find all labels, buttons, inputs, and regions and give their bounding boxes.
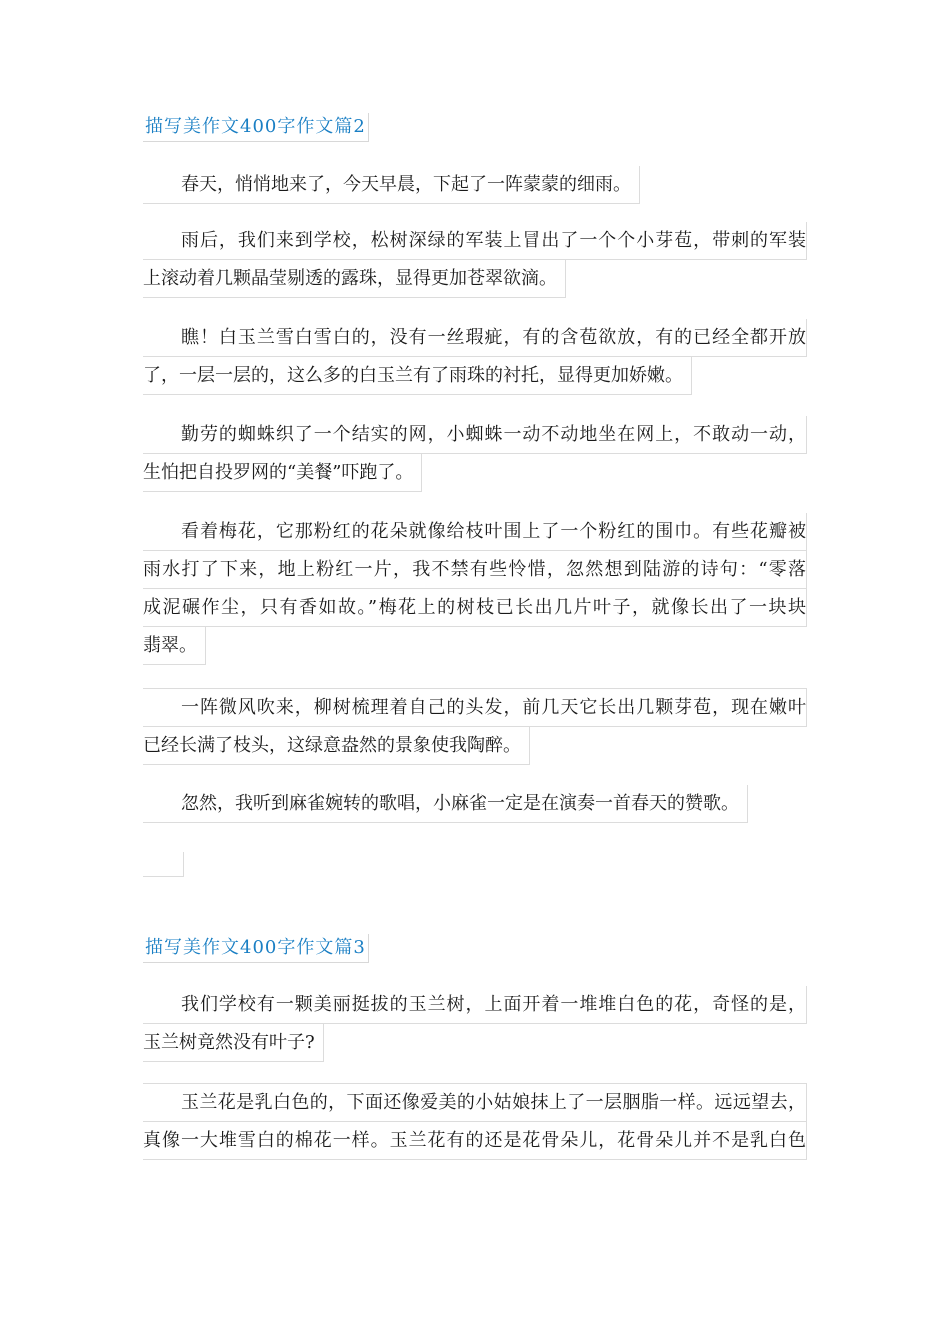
paragraph-line: 瞧！白玉兰雪白雪白的，没有一丝瑕疵，有的含苞欲放，有的已经全都开放 [143, 319, 807, 357]
paragraph-line: 玉兰花是乳白色的，下面还像爱美的小姑娘抹上了一层胭脂一样。远远望去， [143, 1084, 807, 1122]
paragraph-line: 真像一大堆雪白的棉花一样。玉兰花有的还是花骨朵儿，花骨朵儿并不是乳白色 [143, 1122, 807, 1160]
paragraph-line: 上滚动着几颗晶莹剔透的露珠，显得更加苍翠欲滴。 [143, 260, 566, 298]
empty-paragraph [143, 852, 184, 877]
paragraph-line: 忽然，我听到麻雀婉转的歌唱，小麻雀一定是在演奏一首春天的赞歌。 [143, 785, 748, 823]
paragraph-line: 生怕把自投罗网的“美餐”吓跑了。 [143, 454, 422, 492]
paragraph-line: 勤劳的蜘蛛织了一个结实的网，小蜘蛛一动不动地坐在网上，不敢动一动， [143, 416, 807, 454]
paragraph-line: 一阵微风吹来，柳树梳理着自己的头发，前几天它长出几颗芽苞，现在嫩叶 [143, 689, 807, 727]
paragraph-line: 看着梅花，它那粉红的花朵就像给枝叶围上了一个粉红的围巾。有些花瓣被 [143, 513, 807, 551]
paragraph-line: 了，一层一层的，这么多的白玉兰有了雨珠的衬托，显得更加娇嫩。 [143, 357, 692, 395]
section-3-heading: 描写美作文400字作文篇3 [143, 934, 369, 963]
paragraph [143, 785, 807, 827]
paragraph [143, 513, 807, 669]
paragraph-line: 雨水打了下来，地上粉红一片，我不禁有些怜惜，忽然想到陆游的诗句：“零落 [143, 551, 807, 589]
paragraph [143, 1083, 807, 1160]
paragraph-line: 已经长满了枝头，这绿意盎然的景象使我陶醉。 [143, 727, 530, 765]
paragraph [143, 688, 807, 769]
paragraph [143, 986, 807, 1066]
paragraph-line: 成泥碾作尘，只有香如故。”梅花上的树枝已长出几片叶子，就像长出了一块块 [143, 589, 807, 627]
paragraph-line: 春天，悄悄地来了，今天早晨，下起了一阵蒙蒙的细雨。 [143, 166, 640, 204]
section-2-heading: 描写美作文400字作文篇2 [143, 113, 369, 142]
paragraph [143, 222, 807, 302]
paragraph [143, 416, 807, 496]
paragraph-line: 翡翠。 [143, 627, 206, 665]
paragraph-line: 玉兰树竟然没有叶子? [143, 1024, 324, 1062]
paragraph-line: 我们学校有一颗美丽挺拔的玉兰树，上面开着一堆堆白色的花，奇怪的是， [143, 986, 807, 1024]
paragraph [143, 166, 807, 208]
paragraph [143, 319, 807, 399]
paragraph-line: 雨后，我们来到学校，松树深绿的军装上冒出了一个个小芽苞，带刺的军装 [143, 222, 807, 260]
